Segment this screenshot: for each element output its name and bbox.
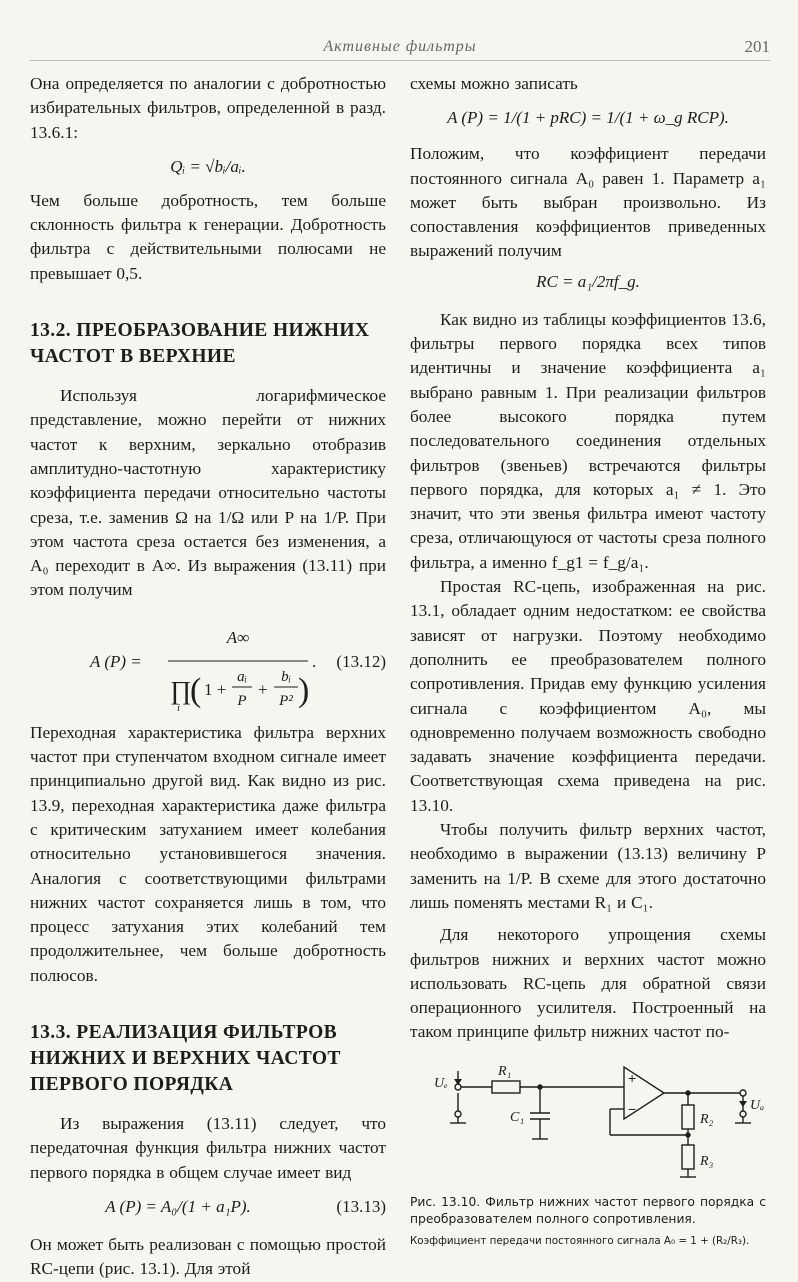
a-numerator: aᵢ bbox=[237, 668, 247, 685]
label-r2: R₂ bbox=[700, 1111, 714, 1127]
label-r1: R₁ bbox=[498, 1063, 512, 1079]
label-r3: R₃ bbox=[700, 1153, 714, 1169]
input-arrow-head bbox=[454, 1079, 462, 1085]
paragraph: Для некоторого упрощения схемы фильтров нижних и верхних частот можно использовать RC-цепь для обратной связи операционного усилителя. Построенный на таком принципе фильтр нижних частот по- bbox=[410, 925, 766, 1042]
formula-period: . bbox=[312, 651, 317, 671]
section-heading: 13.3. РЕАЛИЗАЦИЯ ФИЛЬТРОВ НИЖНИХ И ВЕРХНИХ ЧАСТОТ ПЕРВОГО ПОРЯДКА bbox=[30, 1022, 341, 1096]
label-ua: Uₐ bbox=[750, 1097, 765, 1113]
circuit-svg bbox=[410, 1053, 766, 1183]
formula-quality-factor: Qᵢ = √bᵢ/aᵢ. bbox=[170, 156, 246, 176]
running-head-title: Активные фильтры bbox=[323, 38, 477, 55]
formula-lhs: A (P) = bbox=[90, 651, 142, 671]
plus-sign: + bbox=[258, 679, 268, 699]
figure-caption: Рис. 13.10. Фильтр нижних частот первого порядка с преобразователем полного сопротивления. bbox=[410, 1194, 766, 1226]
one-plus: 1 + bbox=[204, 679, 227, 699]
label-c1: C₁ bbox=[510, 1109, 525, 1125]
paragraph: Простая RC-цепь, изображенная на рис. 13.1, обладает одним недостатком: ее свойства зависят от нагрузки. Поэтому необходимо дополнить ее преобразователем полного сопротивления. Придав ему функцию усиления сигнала с коэффициентом A₀, мы одновременно получаем возможность свободно задавать значение коэффициента передачи. Соответствующая схема приведена на рис. 13.10. bbox=[410, 577, 766, 815]
formula-rc-transfer: A (P) = 1/(1 + pRC) = 1/(1 + ω_g RCP). bbox=[447, 108, 729, 128]
paragraph: Положим, что коэффициент передачи постоянного сигнала A₀ равен 1. Параметр a₁ может быть выбран произвольно. Из сопоставления коэффициентов приведенных выражений получим bbox=[410, 144, 766, 261]
paragraph: Как видно из таблицы коэффициентов 13.6, фильтры первого порядка всех типов идентичны и значение коэффициента a₁ выбрано равным 1. При реализации фильтров более высокого порядка путем последовательного соединения отдельных фильтров (звеньев) встречаются фильтры первого порядка, для которых a₁ ≠ 1. Это значит, что эти звенья фильтра имеют частоту среза, отличающуюся от частоты среза полного фильтра, а именно f_g1 = f_g/a₁. bbox=[410, 309, 766, 572]
label-ue: Uₑ bbox=[434, 1075, 448, 1091]
paragraph: Она определяется по аналогии с добротностью избирательных фильтров, определенной в разд. 13.6.1: bbox=[30, 74, 386, 142]
paragraph: Переходная характеристика фильтра верхних частот при ступенчатом входном сигнале имеет принципиально другой вид. Как видно из рис. 13.9, переходная характеристика даже фильтра с критическим затуханием имеет колебания относительно установившегося значения. Аналогия с соответствующими фильтрами нижних частот сохраняется лишь в том, что процесс затухания этих колебаний тем продолжительнее, чем больше добротность полюсов. bbox=[30, 722, 386, 985]
paragraph: Чтобы получить фильтр верхних частот, необходимо в выражении (13.13) величину P заменить на 1/P. В схеме для этого достаточно лишь поменять местами R₁ и C₁. bbox=[410, 820, 766, 912]
formula-13-13 bbox=[30, 1197, 386, 1223]
formula-numerator: A∞ bbox=[226, 627, 250, 647]
input-ground-terminal bbox=[455, 1111, 461, 1117]
resistor-r3 bbox=[682, 1145, 694, 1169]
figure-caption-note: Коэффициент передачи постоянного сигнала A₀ = 1 + (R₂/R₃). bbox=[410, 1234, 750, 1247]
paren-close: ) bbox=[298, 671, 310, 709]
node-r2-r3 bbox=[686, 1133, 690, 1137]
product-symbol: ∏ bbox=[170, 675, 192, 705]
output-terminal bbox=[740, 1090, 746, 1096]
resistor-r1 bbox=[492, 1081, 520, 1093]
paragraph: Чем больше добротность, тем больше склонность фильтра к генерации. Добротность фильтра с действительными полюсами не превышает 0,5. bbox=[30, 190, 386, 283]
equation-number: (13.12) bbox=[336, 651, 386, 671]
paren-open: ( bbox=[190, 671, 202, 709]
opamp-minus: − bbox=[628, 1100, 637, 1117]
opamp-plus: + bbox=[628, 1069, 637, 1086]
paragraph: Он может быть реализован с помощью простой RC-цепи (рис. 13.1). Для этой bbox=[30, 1234, 386, 1279]
a-denominator: P bbox=[237, 692, 247, 709]
circuit-diagram bbox=[410, 1053, 766, 1188]
section-heading: 13.2. ПРЕОБРАЗОВАНИЕ НИЖНИХ ЧАСТОТ В ВЕРХНИЕ bbox=[30, 320, 370, 368]
formula-13-12-svg bbox=[30, 617, 386, 711]
formula-text: A (P) = A₀/(1 + a₁P). bbox=[105, 1196, 251, 1216]
b-denominator: P² bbox=[279, 692, 293, 709]
formula-13-12 bbox=[30, 617, 386, 711]
page-number: 201 bbox=[744, 37, 770, 56]
right-column bbox=[410, 72, 766, 1249]
running-head bbox=[30, 36, 770, 61]
output-arrow-head bbox=[739, 1101, 747, 1107]
product-index: i bbox=[177, 701, 181, 711]
paragraph: схемы можно записать bbox=[410, 74, 578, 93]
formula-rc-value: RC = a₁/2πf_g. bbox=[536, 271, 640, 291]
paragraph: Используя логарифмическое представление, можно перейти от нижних частот к верхним, зеркально отобразив амплитудно-частотную характеристику коэффициента передачи относительно частоты среза, т.е. заменив Ω на 1/Ω или P на 1/P. При этом частота среза остается без изменения, а A₀ переходит в A∞. Из выражения (13.11) при этом получим bbox=[30, 386, 386, 600]
left-column bbox=[30, 72, 386, 1282]
paragraph: Из выражения (13.11) следует, что передаточная функция фильтра нижних частот первого порядка в общем случае имеет вид bbox=[30, 1114, 386, 1182]
equation-number: (13.13) bbox=[336, 1196, 386, 1216]
resistor-r2 bbox=[682, 1105, 694, 1129]
output-ground-terminal bbox=[740, 1111, 746, 1117]
b-numerator: bᵢ bbox=[281, 668, 291, 685]
